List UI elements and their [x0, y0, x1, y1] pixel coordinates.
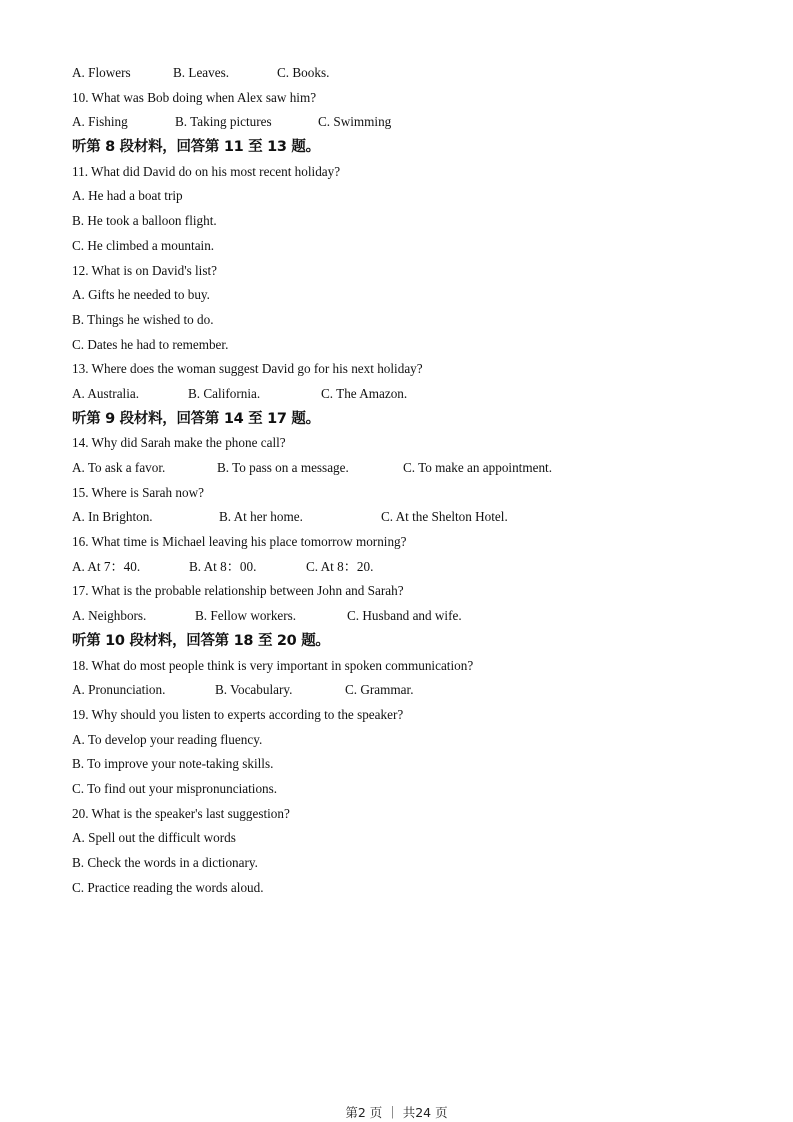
option-b: B. Things he wished to do. — [72, 312, 214, 327]
question-19: 19. Why should you listen to experts according to the speaker? — [72, 707, 404, 722]
question-18: 18. What do most people think is very important in spoken communication? — [72, 658, 474, 673]
question-12: 12. What is on David's list? — [72, 263, 217, 278]
option-b: B. To pass on a message. — [217, 460, 349, 475]
option-c: C. To find out your mispronunciations. — [72, 781, 278, 796]
option-a: A. Pronunciation. — [72, 682, 166, 697]
question-16: 16. What time is Michael leaving his place tomorrow morning? — [72, 534, 407, 549]
option-b: B. At 8：00. — [189, 559, 257, 574]
option-a: A. To develop your reading fluency. — [72, 732, 263, 747]
option-b: B. He took a balloon flight. — [72, 213, 217, 228]
option-c: C. To make an appointment. — [403, 460, 552, 475]
option-a: A. Spell out the difficult words — [72, 830, 236, 845]
option-c: C. He climbed a mountain. — [72, 238, 215, 253]
question-10: 10. What was Bob doing when Alex saw him? — [72, 90, 317, 105]
option-b: B. Leaves. — [173, 65, 230, 80]
option-c: C. Grammar. — [345, 682, 414, 697]
section-heading-8: 听第 8 段材料，回答第 11 至 13 题。 — [72, 139, 320, 155]
question-11: 11. What did David do on his most recent holiday? — [72, 164, 341, 179]
option-b: B. Check the words in a dictionary. — [72, 855, 258, 870]
option-c: C. Husband and wife. — [347, 608, 462, 623]
option-c: C. Books. — [277, 65, 330, 80]
option-a: A. Fishing — [72, 114, 128, 129]
option-b: B. Fellow workers. — [195, 608, 297, 623]
option-a: A. In Brighton. — [72, 509, 153, 524]
option-c: C. At 8：20. — [306, 559, 374, 574]
option-c: C. Practice reading the words aloud. — [72, 880, 264, 895]
option-b: B. Vocabulary. — [215, 682, 293, 697]
section-heading-10: 听第 10 段材料，回答第 18 至 20 题。 — [72, 633, 330, 649]
question-17: 17. What is the probable relationship between John and Sarah? — [72, 583, 404, 598]
option-b: B. California. — [188, 386, 261, 401]
option-a: A. To ask a favor. — [72, 460, 166, 475]
option-b: B. Taking pictures — [175, 114, 272, 129]
option-a: A. Gifts he needed to buy. — [72, 287, 210, 302]
option-c: C. Swimming — [318, 114, 392, 129]
option-c: C. The Amazon. — [321, 386, 408, 401]
option-a: A. Flowers — [72, 65, 131, 80]
option-a: A. Australia. — [72, 386, 140, 401]
option-b: B. To improve your note-taking skills. — [72, 756, 274, 771]
option-a: A. He had a boat trip — [72, 188, 183, 203]
section-heading-9: 听第 9 段材料，回答第 14 至 17 题。 — [72, 411, 320, 427]
option-c: C. Dates he had to remember. — [72, 337, 229, 352]
question-13: 13. Where does the woman suggest David go for his next holiday? — [72, 361, 423, 376]
question-20: 20. What is the speaker's last suggestion? — [72, 806, 290, 821]
option-c: C. At the Shelton Hotel. — [381, 509, 508, 524]
option-a: A. Neighbors. — [72, 608, 147, 623]
option-a: A. At 7：40. — [72, 559, 141, 574]
question-14: 14. Why did Sarah make the phone call? — [72, 435, 286, 450]
option-b: B. At her home. — [219, 509, 303, 524]
question-15: 15. Where is Sarah now? — [72, 485, 204, 500]
page-footer: 第2 页 ｜ 共24 页 — [345, 1105, 448, 1120]
